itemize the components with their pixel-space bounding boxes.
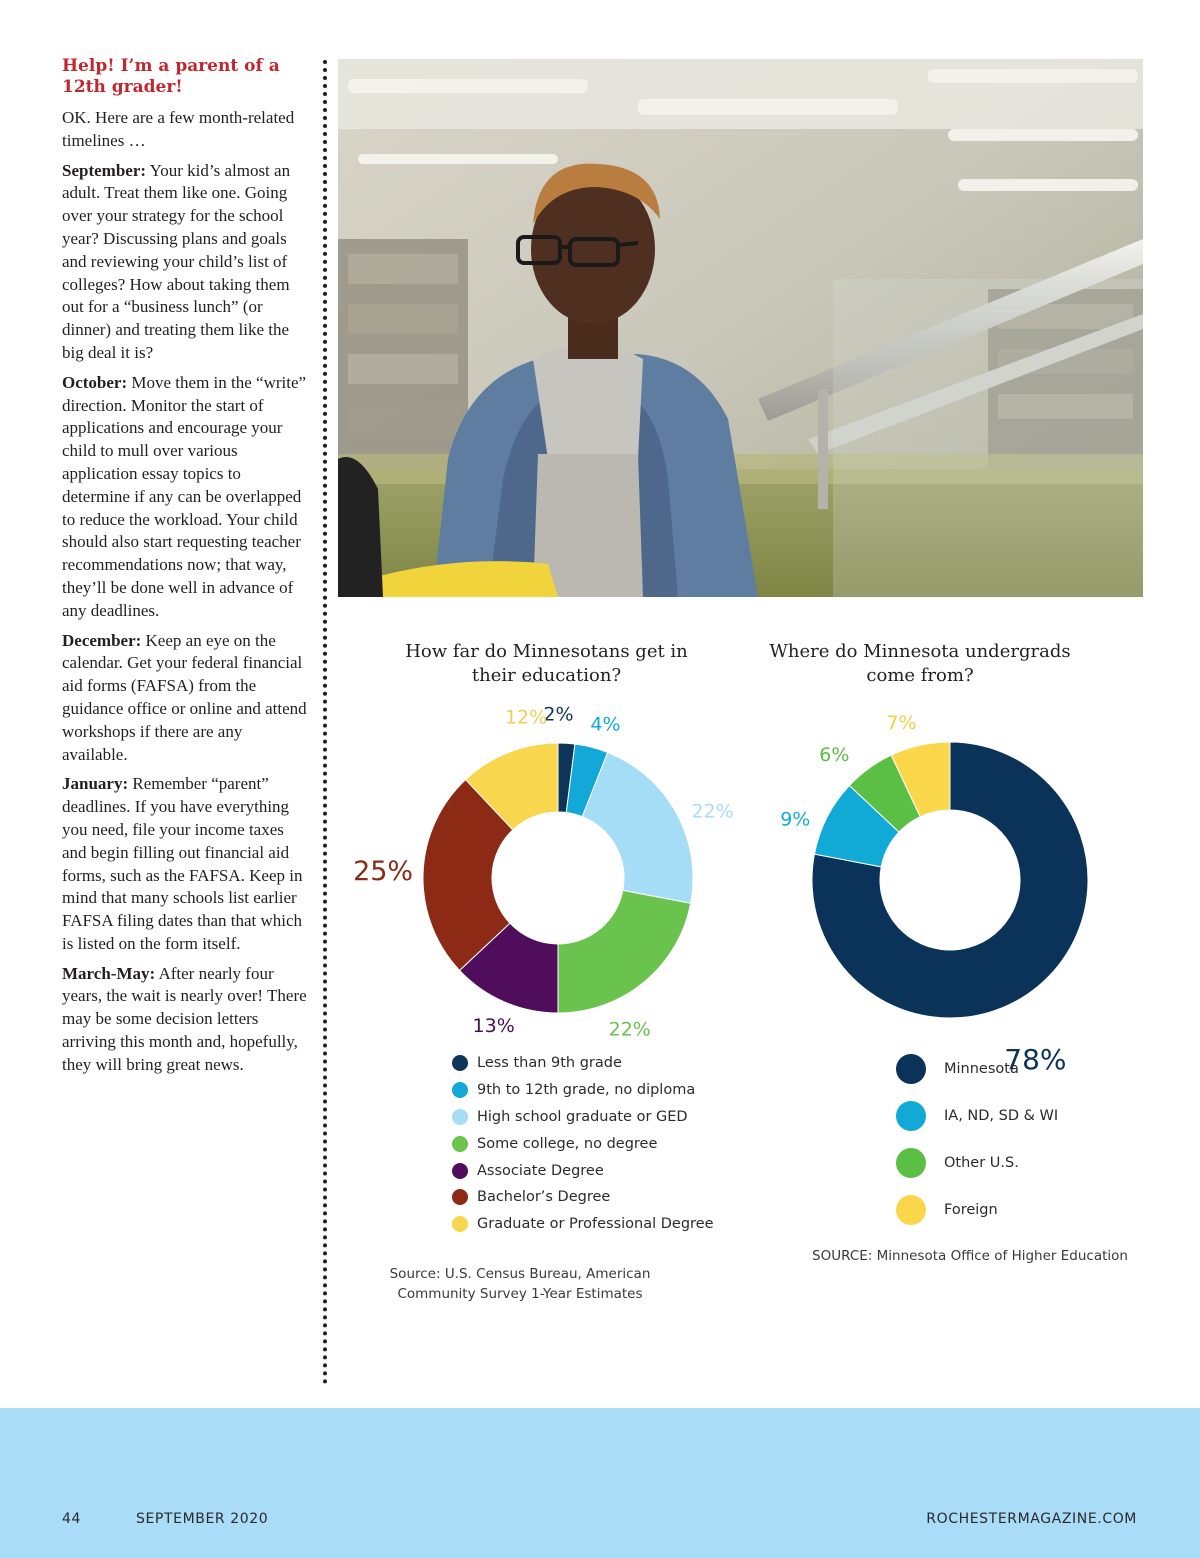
legend-label: 9th to 12th grade, no diploma <box>477 1082 696 1099</box>
legend-swatch <box>896 1054 926 1084</box>
legend-swatch <box>896 1195 926 1225</box>
sidebar-heading: Help! I’m a parent of a 12th grader! <box>62 56 280 97</box>
legend-label: Less than 9th grade <box>477 1055 622 1072</box>
student-photo <box>338 59 1143 597</box>
website-url: ROCHESTERMAGAZINE.COM <box>926 1511 1137 1527</box>
entry-label: March-May: <box>62 963 156 983</box>
legend-item-ia-nd-sd-wi <box>896 1092 1058 1139</box>
data-label-ia-nd-sd-wi: 9% <box>780 808 811 831</box>
entry-text: Keep an eye on the calendar. Get your federal financial aid forms (FAFSA) from the guidance office or online and attend workshops if there are any available. <box>62 630 307 764</box>
page-number: 44 <box>62 1511 82 1527</box>
legend-swatch <box>452 1189 468 1205</box>
legend-label: Some college, no degree <box>477 1135 658 1152</box>
sidebar-entry-september <box>62 160 307 365</box>
legend-swatch <box>452 1109 468 1125</box>
legend-label: Minnesota <box>944 1060 1019 1077</box>
entry-text: After nearly four years, the wait is nearly over! There may be some decision letters arriving this month and, hopefully, they will bring great news. <box>62 963 307 1074</box>
legend-swatch <box>452 1055 468 1071</box>
legend-label: Graduate or Professional Degree <box>477 1216 714 1233</box>
data-label-graduate-or-professional-degree: 12% <box>504 706 548 729</box>
sidebar-entry-december <box>62 630 307 767</box>
legend-item-some-college-no-degree <box>452 1130 714 1157</box>
legend-label: IA, ND, SD & WI <box>944 1107 1059 1124</box>
legend-item-9th-to-12th-grade-no-diploma <box>452 1077 714 1104</box>
legend-label: Associate Degree <box>477 1162 604 1179</box>
legend-swatch <box>452 1163 468 1179</box>
dotted-divider <box>323 60 327 1385</box>
legend-swatch <box>452 1082 468 1098</box>
data-label-minnesota: 78% <box>1004 1042 1067 1076</box>
legend-item-bachelor-s-degree <box>452 1184 714 1211</box>
legend-item-less-than-9th-grade <box>452 1050 714 1077</box>
entry-label: October: <box>62 372 128 392</box>
sidebar-intro: OK. Here are a few month-related timelines … <box>62 108 295 150</box>
education-donut-chart <box>350 700 734 1050</box>
sidebar-entry-january <box>62 773 307 955</box>
legend-label: Other U.S. <box>944 1154 1019 1171</box>
legend-item-other-u-s <box>896 1139 1058 1186</box>
data-label-high-school-graduate-or-ged: 22% <box>691 800 734 823</box>
donut-slice-high-school-graduate-or-ged <box>582 752 693 903</box>
chart1-source: Source: U.S. Census Bureau, American Community Survey 1-Year Estimates <box>389 1266 651 1302</box>
legend-item-minnesota <box>896 1045 1058 1092</box>
data-label-foreign: 7% <box>886 711 917 734</box>
entry-text: Your kid’s almost an adult. Treat them like one. Going over your strategy for the school year? Discussing plans and goals and reviewing your child’s list of colleges? How about taking them out for a “business lunch” (or dinner) and treating them like the big deal it is? <box>62 160 291 362</box>
page-footer <box>0 1408 1200 1558</box>
entry-label: January: <box>62 774 129 794</box>
sidebar-entry-march-may <box>62 963 307 1077</box>
legend-swatch <box>452 1216 468 1232</box>
legend-label: Foreign <box>944 1201 998 1218</box>
entry-text: Move them in the “write” direction. Monitor the start of applications and encourage your child to mull over various application essay topics to determine if any can be overlapped to reduce the workload. Your child should also start requesting teacher recommendations now; that way, they’ll be done well in advance of any deadlines. <box>62 372 307 620</box>
sidebar-entry-october <box>62 372 307 623</box>
data-label-other-u-s: 6% <box>819 743 850 766</box>
legend-swatch <box>896 1101 926 1131</box>
chart1-title: How far do Minnesotans get in their education? <box>405 641 688 686</box>
chart1-legend <box>452 1050 714 1238</box>
data-label-bachelor-s-degree: 25% <box>353 856 414 888</box>
legend-swatch <box>896 1148 926 1178</box>
donut-slice-some-college-no-degree <box>558 890 691 1013</box>
legend-label: Bachelor’s Degree <box>477 1189 611 1206</box>
data-label-9th-to-12th-grade-no-diploma: 4% <box>590 713 621 736</box>
legend-item-associate-degree <box>452 1157 714 1184</box>
chart2-legend <box>896 1045 1058 1233</box>
data-label-less-than-9th-grade: 2% <box>543 703 574 726</box>
entry-label: September: <box>62 160 147 180</box>
issue-date: SEPTEMBER 2020 <box>136 1511 269 1527</box>
data-label-associate-degree: 13% <box>472 1015 515 1038</box>
data-label-some-college-no-degree: 22% <box>608 1018 651 1041</box>
sidebar-article <box>62 56 307 1084</box>
entry-label: December: <box>62 630 142 650</box>
legend-item-foreign <box>896 1186 1058 1233</box>
legend-swatch <box>452 1136 468 1152</box>
chart2-source: SOURCE: Minnesota Office of Higher Education <box>812 1248 1128 1264</box>
chart2-title: Where do Minnesota undergrads come from? <box>769 641 1071 686</box>
legend-item-high-school-graduate-or-ged <box>452 1104 714 1131</box>
legend-label: High school graduate or GED <box>477 1108 688 1125</box>
legend-item-graduate-or-professional-degree <box>452 1211 714 1238</box>
entry-text: Remember “parent” deadlines. If you have everything you need, file your income taxes and begin filling out financial aid forms, such as the FAFSA. Keep in mind that many schools list earlier FAFSA filing dates than that which is listed on the form itself. <box>62 774 303 953</box>
